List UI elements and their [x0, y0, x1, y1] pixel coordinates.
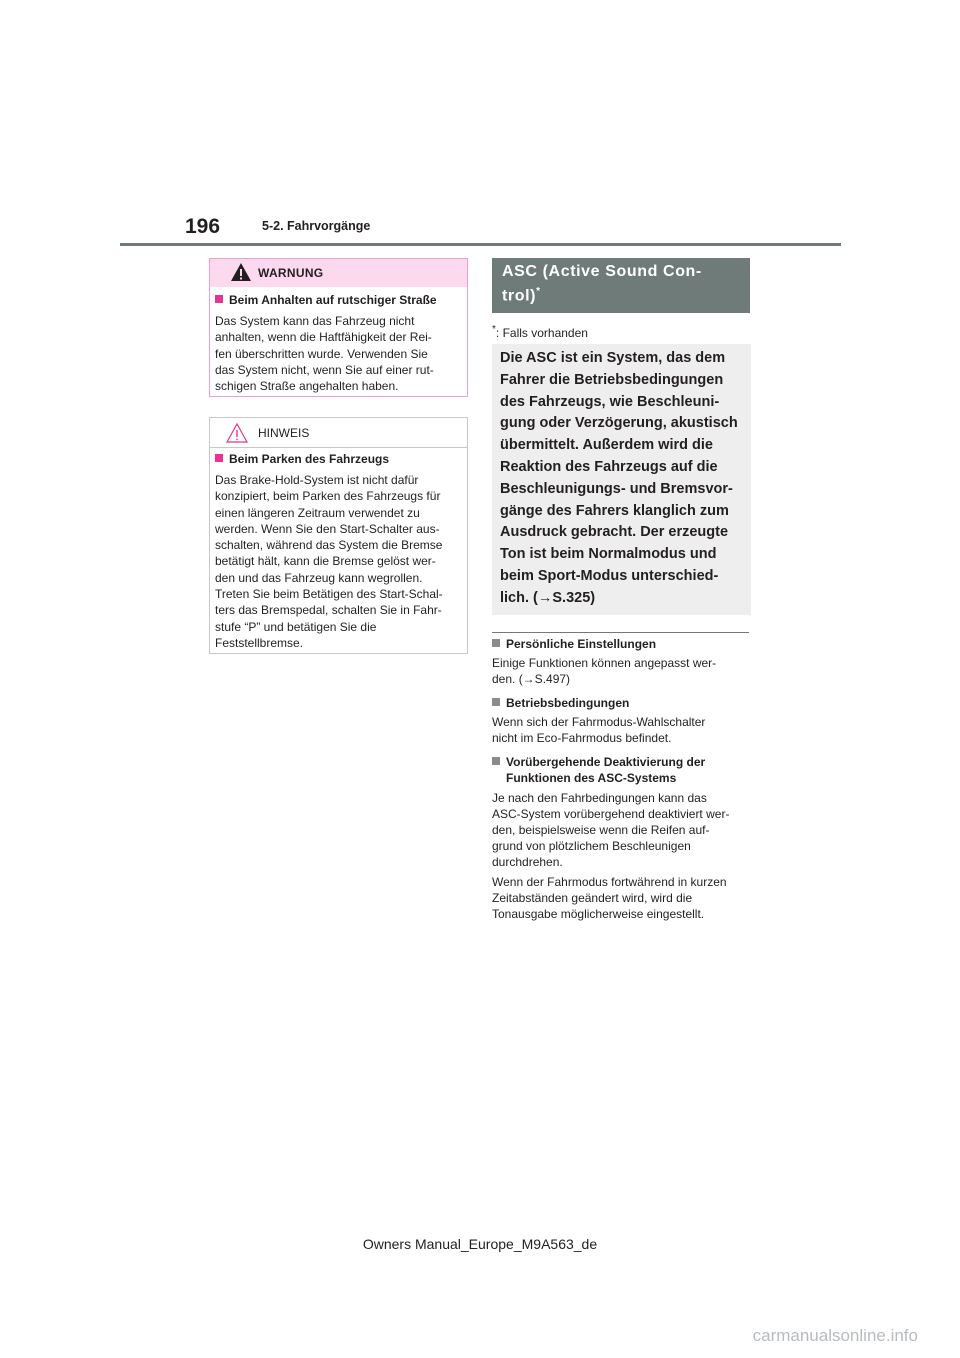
warning-box: [209, 258, 468, 397]
warning-text: Das System kann das Fahrzeug nicht anhalten, wenn die Haftfähigkeit der Rei- fen überschritten wurde. Verwenden Sie das System nicht, wenn Sie auf einer rut- schigen Straße angehalten haben.: [215, 314, 434, 394]
asc-summary-box: [492, 344, 751, 615]
notice-text: Das Brake-Hold-System ist nicht dafür konzipiert, beim Parken des Fahrzeugs für einen längeren Zeitraum verwendet zu werden. Wenn Sie den Start-Schalter aus- schalten, während das System die Bremse betätigt hält, kann die Bremse gelöst wer- den und das Fahrzeug kann wegrollen. Treten Sie beim Betätigen des Start-Schal- ters das Bremspedal, schalten Sie in Fahr- stufe “P” und betätigen Sie die Feststellbremse.: [215, 473, 443, 650]
caution-triangle-icon: [225, 422, 249, 444]
page-number: 196: [185, 215, 221, 238]
pink-square-bullet-icon: [215, 295, 223, 303]
header-rule: [120, 243, 841, 246]
asc-title-line1: ASC (Active Sound Con-: [502, 263, 702, 280]
gray-square-bullet-icon: [492, 639, 500, 647]
watermark: carmanualsonline.info: [752, 1326, 918, 1345]
notice-subtitle: Beim Parken des Fahrzeugs: [215, 452, 389, 466]
info-title-operating-conditions: Betriebsbedingungen: [492, 695, 750, 711]
notice-label: HINWEIS: [258, 426, 310, 440]
warning-triangle-icon: [230, 262, 252, 282]
asc-summary-text: Die ASC ist ein System, das dem Fahrer die Betriebsbedingungen des Fahrzeugs, wie Beschleuni- gung oder Verzögerung, akustisch übermittelt. Außerdem wird die Reaktion des Fahrzeugs auf die Beschleunigungs- und Bremsvor- gänge des Fahrers klanglich zum Ausdruck gebracht. Der erzeugte Ton ist beim Normalmodus und beim Sport-Modus unterschied- lich. (→S.325): [500, 350, 738, 606]
asc-title-line2: trol)*: [502, 286, 541, 305]
gray-square-bullet-icon: [492, 698, 500, 706]
section-title: 5-2. Fahrvorgänge: [262, 219, 371, 233]
info-title-temporary-deactivation: Vorübergehende Deaktivierung der Funktionen des ASC-Systems: [492, 754, 750, 786]
warning-header: [210, 259, 467, 287]
info-rule: [492, 632, 749, 633]
info-title-personal-settings: Persönliche Einstellungen: [492, 636, 750, 652]
warning-label: WARNUNG: [258, 266, 324, 280]
gray-square-bullet-icon: [492, 757, 500, 765]
notice-header: [210, 418, 467, 448]
warning-subtitle: Beim Anhalten auf rutschiger Straße: [215, 293, 437, 307]
info-text-deactivation-1: Je nach den Fahrbedingungen kann das ASC-System vorübergehend deaktiviert wer- den, beispielsweise wenn die Reifen auf- grund von plötzlichem Beschleunigen durchdrehen.: [492, 791, 730, 869]
pink-square-bullet-icon: [215, 454, 223, 462]
info-text-deactivation-2: Wenn der Fahrmodus fortwährend in kurzen Zeitabständen geändert wird, wird die Tonausgabe möglicherweise eingestellt.: [492, 875, 727, 921]
asc-heading: [492, 258, 750, 313]
footer-manual-id: Owners Manual_Europe_M9A563_de: [362, 1236, 598, 1252]
info-text-operating-conditions: Wenn sich der Fahrmodus-Wahlschalter nicht im Eco-Fahrmodus befindet.: [492, 715, 706, 745]
asc-footnote: *: Falls vorhanden: [492, 324, 588, 340]
info-text-personal-settings: Einige Funktionen können angepasst wer- den. (→S.497): [492, 656, 717, 686]
notice-box: [209, 417, 468, 654]
